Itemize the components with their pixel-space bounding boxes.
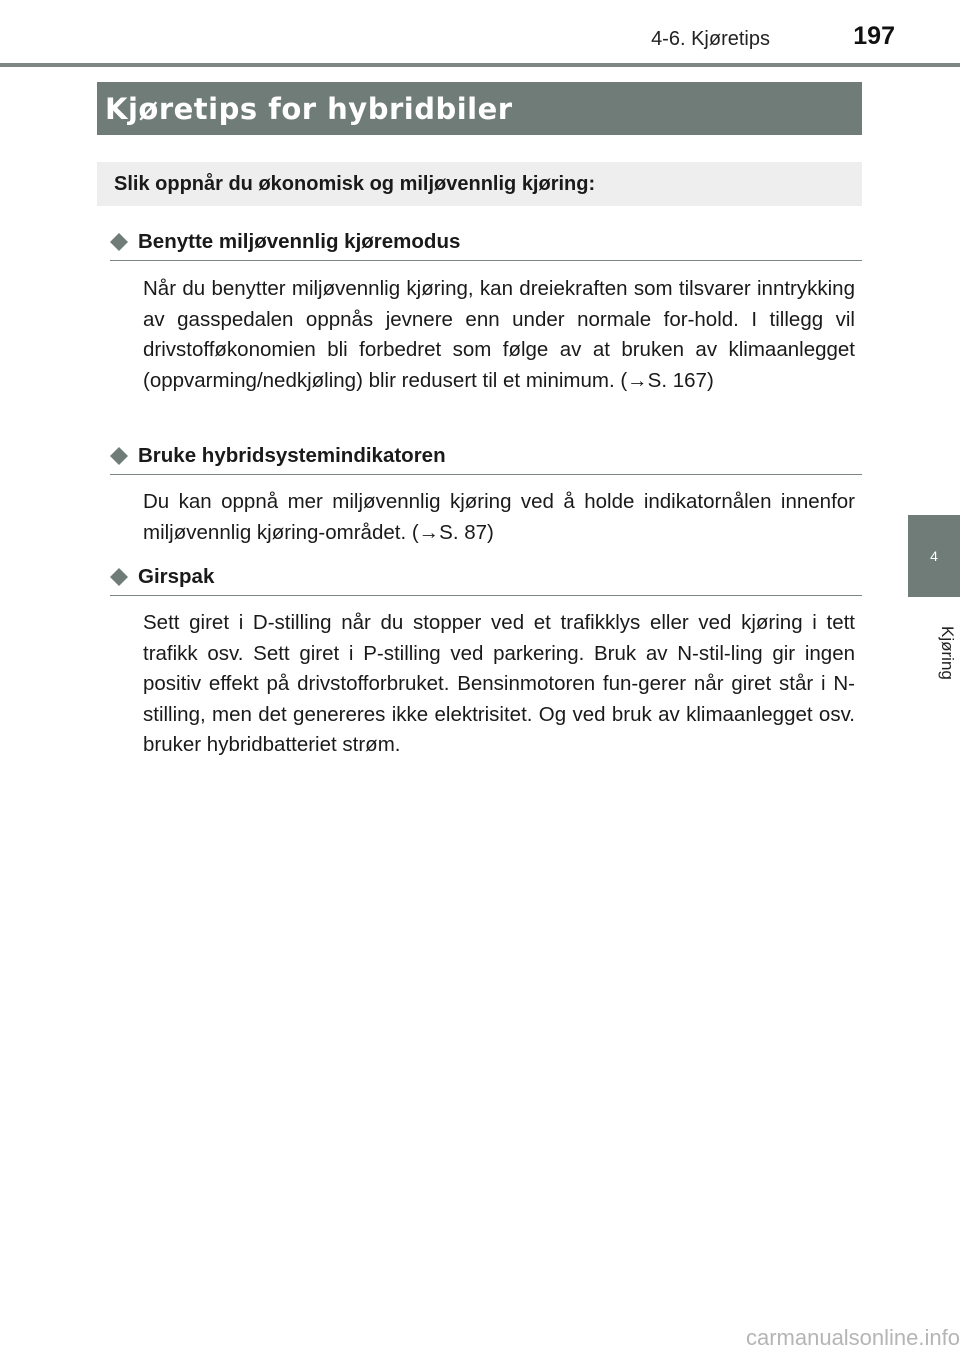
diamond-bullet-icon	[110, 568, 128, 586]
diamond-bullet-icon	[110, 447, 128, 465]
diamond-bullet-icon	[110, 233, 128, 251]
section-heading: 4-6. Kjøretips	[651, 28, 770, 50]
item-body: Du kan oppnå mer miljøvennlig kjøring ved å holde indikatornålen innenfor miljøvennlig kjøring-området. (→S. 87)	[143, 490, 855, 544]
item-title: Bruke hybridsystemindikatoren	[138, 444, 446, 467]
item-title: Benytte miljøvennlig kjøremodus	[138, 230, 461, 253]
item-title: Girspak	[138, 565, 215, 588]
page-title-bar	[97, 82, 862, 135]
intro-text: Slik oppnår du økonomisk og miljøvennlig kjøring:	[114, 172, 596, 195]
chapter-name: Kjøring	[938, 626, 957, 680]
item-heading	[110, 565, 862, 596]
header-divider	[0, 63, 960, 67]
chapter-number: 4	[930, 548, 938, 564]
page-title: Kjøretips for hybridbiler	[105, 91, 513, 126]
item-body: Sett giret i D-stilling når du stopper ved et trafikklys eller ved kjøring i tett trafikk osv. Sett giret i P-stilling ved parkering. Bruk av N-stil-ling gir ingen positiv effekt på drivstofforbruket. Bensinmotoren fun-gerer når giret står i N-stilling, men det genereres ikke elektrisitet. Og ved bruk av klimaanlegget osv. bruker hybridbatteriet strøm.	[143, 611, 855, 756]
item-heading	[110, 230, 862, 261]
intro-box	[97, 162, 862, 206]
watermark: carmanualsonline.info	[745, 1325, 960, 1350]
item-body: Når du benytter miljøvennlig kjøring, kan dreiekraften som tilsvarer inntrykking av gasspedalen oppnås jevnere enn under normale for-hold. I tillegg vil drivstofføkonomien bli forbedret som følge av at bruken av klimaanlegget (oppvarming/nedkjøling) blir redusert til et minimum. (→S. 167)	[143, 277, 855, 392]
item-heading	[110, 444, 862, 475]
page-number: 197	[853, 22, 895, 50]
chapter-tab	[908, 515, 960, 597]
